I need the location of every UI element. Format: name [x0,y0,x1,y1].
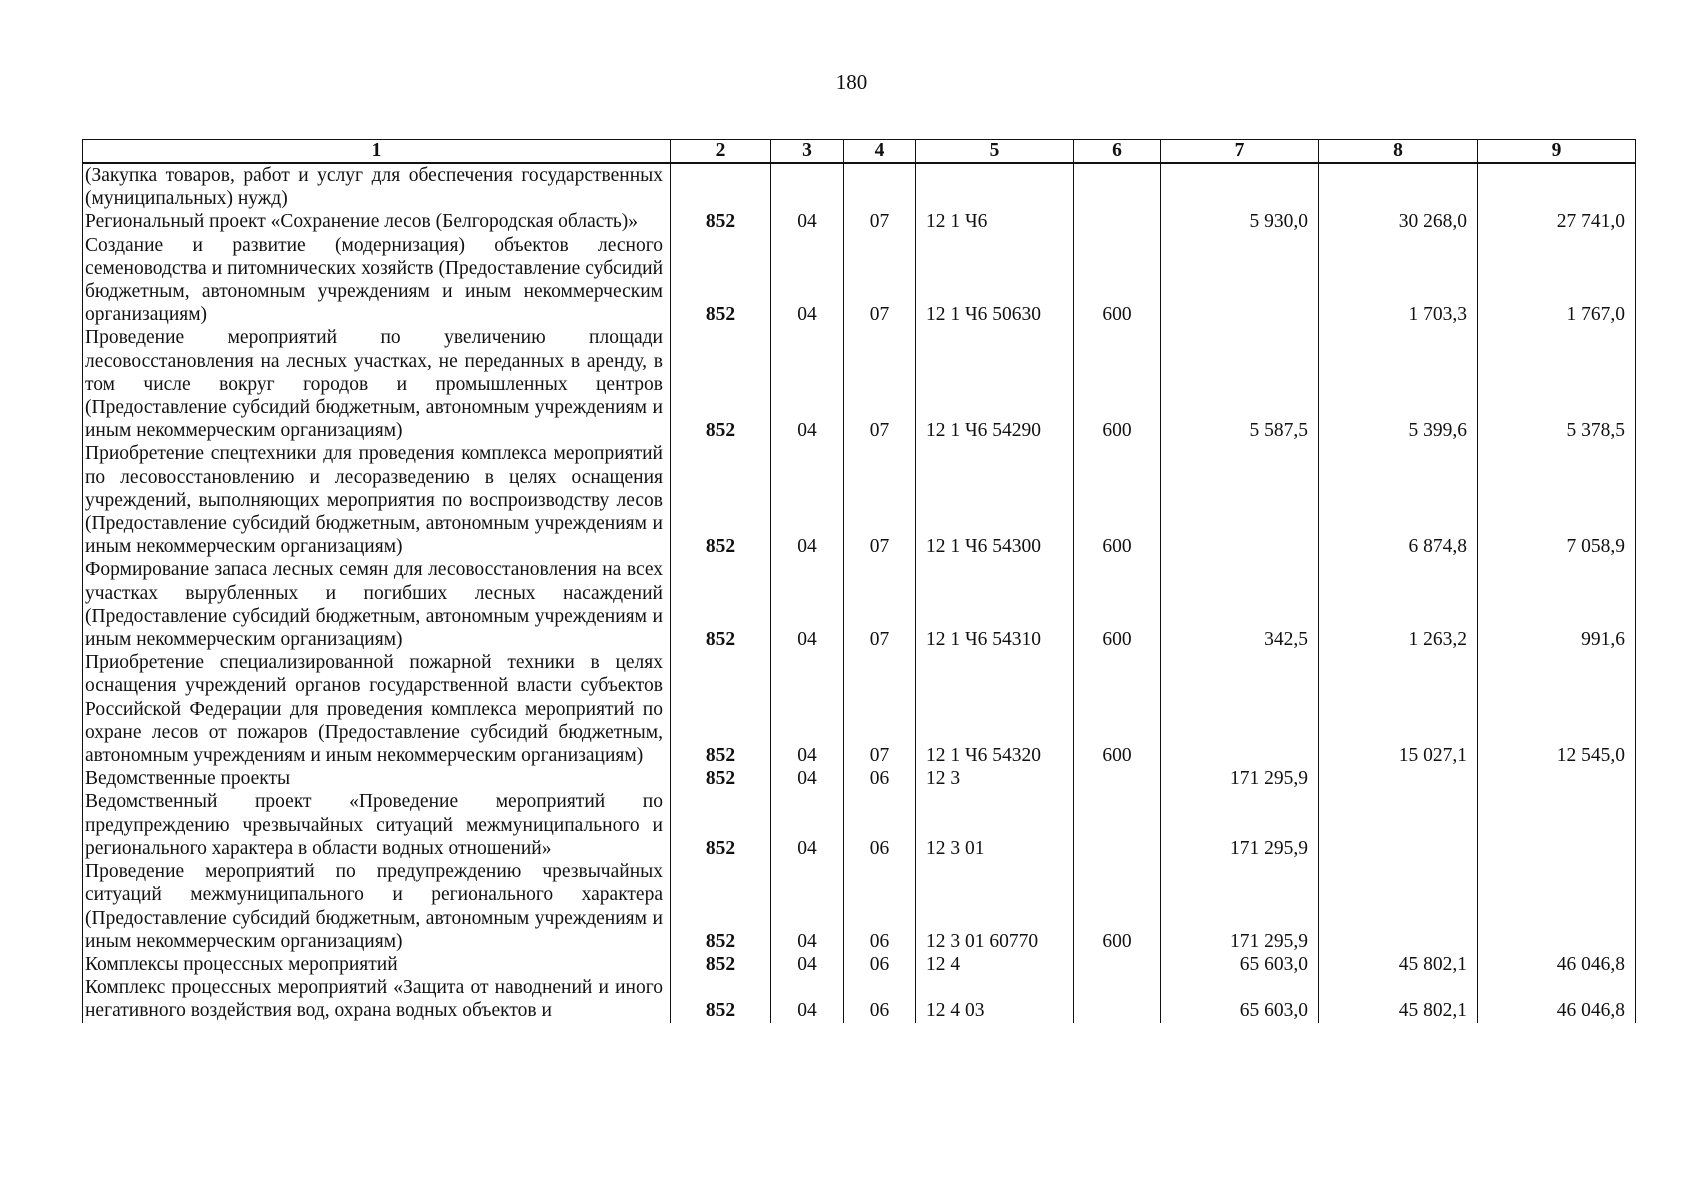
column-header-9: 9 [1478,140,1636,164]
amount-col9-cell [1478,860,1636,953]
amount-col8-cell: 45 802,1 [1319,953,1478,976]
amount-col9-cell [1478,163,1636,210]
subsection-code-cell: 07 [844,210,916,233]
subsection-code-cell: 07 [844,651,916,767]
ved-code-cell: 852 [671,790,771,860]
target-article-cell [916,163,1074,210]
budget-table [82,139,1636,1023]
table-row [83,234,1636,327]
target-article-cell: 12 1 Ч6 50630 [916,234,1074,327]
row-name-cell: Формирование запаса лесных семян для лесовосстановления на всех участках вырубленных и погибших лесных насаждений (Предоставление субсидий бюджетным, автономным учреждениям и иным некоммерческим организациям) [83,558,671,651]
amount-col8-cell: 6 874,8 [1319,442,1478,558]
section-code-cell: 04 [771,953,844,976]
table-row [83,790,1636,860]
column-header-4: 4 [844,140,916,164]
row-name-cell: (Закупка товаров, работ и услуг для обеспечения государственных (муниципальных) нужд) [83,163,671,210]
amount-col9-cell: 991,6 [1478,558,1636,651]
row-name-cell: Приобретение специализированной пожарной техники в целях оснащения учреждений органов государственной власти субъектов Российской Федерации для проведения комплекса мероприятий по охране лесов от пожаров (Предоставление субсидий бюджетным, автономным учреждениям и иным некоммерческим организациям) [83,651,671,767]
table-row [83,442,1636,558]
target-article-cell: 12 1 Ч6 54300 [916,442,1074,558]
section-code-cell: 04 [771,651,844,767]
amount-col8-cell: 1 703,3 [1319,234,1478,327]
expense-type-cell [1074,953,1161,976]
amount-col9-cell: 1 767,0 [1478,234,1636,327]
ved-code-cell: 852 [671,326,771,442]
target-article-cell: 12 1 Ч6 [916,210,1074,233]
target-article-cell: 12 1 Ч6 54320 [916,651,1074,767]
amount-col8-cell: 1 263,2 [1319,558,1478,651]
ved-code-cell: 852 [671,953,771,976]
amount-col9-cell: 46 046,8 [1478,976,1636,1022]
column-header-3: 3 [771,140,844,164]
section-code-cell: 04 [771,210,844,233]
ved-code-cell [671,163,771,210]
row-name-cell: Проведение мероприятий по предупреждению чрезвычайных ситуаций межмуниципального и регионального характера (Предоставление субсидий бюджетным, автономным учреждениям и иным некоммерческим организациям) [83,860,671,953]
section-code-cell: 04 [771,767,844,790]
table-row [83,860,1636,953]
section-code-cell: 04 [771,790,844,860]
section-code-cell: 04 [771,860,844,953]
ved-code-cell: 852 [671,558,771,651]
amount-col9-cell: 46 046,8 [1478,953,1636,976]
section-code-cell: 04 [771,326,844,442]
amount-col9-cell: 27 741,0 [1478,210,1636,233]
amount-col9-cell [1478,767,1636,790]
ved-code-cell: 852 [671,976,771,1022]
expense-type-cell: 600 [1074,234,1161,327]
ved-code-cell: 852 [671,234,771,327]
amount-col8-cell [1319,790,1478,860]
table-row [83,976,1636,1022]
column-header-5: 5 [916,140,1074,164]
expense-type-cell: 600 [1074,558,1161,651]
target-article-cell: 12 1 Ч6 54290 [916,326,1074,442]
row-name-cell: Приобретение спецтехники для проведения комплекса мероприятий по лесовосстановлению и лесоразведению в целях оснащения учреждений, выполняющих мероприятия по воспроизводству лесов (Предоставление субсидий бюджетным, автономным учреждениям и иным некоммерческим организациям) [83,442,671,558]
expense-type-cell: 600 [1074,860,1161,953]
table-row [83,953,1636,976]
subsection-code-cell: 07 [844,234,916,327]
ved-code-cell: 852 [671,210,771,233]
amount-col9-cell [1478,790,1636,860]
amount-col8-cell: 15 027,1 [1319,651,1478,767]
section-code-cell [771,163,844,210]
amount-col7-cell: 65 603,0 [1161,976,1319,1022]
expense-type-cell [1074,976,1161,1022]
subsection-code-cell: 06 [844,953,916,976]
amount-col9-cell: 12 545,0 [1478,651,1636,767]
row-name-cell: Комплексы процессных мероприятий [83,953,671,976]
section-code-cell: 04 [771,442,844,558]
header-row [83,140,1636,164]
expense-type-cell [1074,210,1161,233]
expense-type-cell: 600 [1074,651,1161,767]
table-row [83,558,1636,651]
subsection-code-cell: 07 [844,326,916,442]
subsection-code-cell: 07 [844,442,916,558]
expense-type-cell: 600 [1074,442,1161,558]
amount-col8-cell [1319,767,1478,790]
table-row [83,326,1636,442]
column-header-7: 7 [1161,140,1319,164]
amount-col7-cell: 171 295,9 [1161,860,1319,953]
row-name-cell: Региональный проект «Сохранение лесов (Белгородская область)» [83,210,671,233]
table-row [83,163,1636,210]
row-name-cell: Ведомственные проекты [83,767,671,790]
amount-col7-cell: 5 587,5 [1161,326,1319,442]
row-name-cell: Проведение мероприятий по увеличению площади лесовосстановления на лесных участках, не переданных в аренду, в том числе вокруг городов и промышленных центров (Предоставление субсидий бюджетным, автономным учреждениям и иным некоммерческим организациям) [83,326,671,442]
table-row [83,210,1636,233]
column-header-6: 6 [1074,140,1161,164]
amount-col7-cell: 171 295,9 [1161,767,1319,790]
page-number: 180 [835,70,868,94]
column-header-8: 8 [1319,140,1478,164]
subsection-code-cell: 06 [844,790,916,860]
amount-col7-cell [1161,651,1319,767]
amount-col7-cell [1161,234,1319,327]
ved-code-cell: 852 [671,860,771,953]
target-article-cell: 12 3 [916,767,1074,790]
amount-col7-cell: 171 295,9 [1161,790,1319,860]
row-name-cell: Создание и развитие (модернизация) объектов лесного семеноводства и питомнических хозяйств (Предоставление субсидий бюджетным, автономным учреждениям и иным некоммерческим организациям) [83,234,671,327]
amount-col7-cell [1161,442,1319,558]
amount-col8-cell [1319,163,1478,210]
table-body [83,163,1636,1023]
section-code-cell: 04 [771,976,844,1022]
expense-type-cell: 600 [1074,326,1161,442]
amount-col7-cell: 65 603,0 [1161,953,1319,976]
ved-code-cell: 852 [671,442,771,558]
amount-col9-cell: 7 058,9 [1478,442,1636,558]
amount-col8-cell [1319,860,1478,953]
section-code-cell: 04 [771,558,844,651]
amount-col8-cell: 45 802,1 [1319,976,1478,1022]
subsection-code-cell: 06 [844,767,916,790]
amount-col7-cell: 5 930,0 [1161,210,1319,233]
row-name-cell: Ведомственный проект «Проведение мероприятий по предупреждению чрезвычайных ситуаций межмуниципального и регионального характера в области водных отношений» [83,790,671,860]
amount-col8-cell: 5 399,6 [1319,326,1478,442]
subsection-code-cell [844,163,916,210]
table-row [83,767,1636,790]
target-article-cell: 12 4 03 [916,976,1074,1022]
table-row [83,651,1636,767]
target-article-cell: 12 1 Ч6 54310 [916,558,1074,651]
target-article-cell: 12 3 01 [916,790,1074,860]
target-article-cell: 12 4 [916,953,1074,976]
ved-code-cell: 852 [671,651,771,767]
section-code-cell: 04 [771,234,844,327]
column-header-2: 2 [671,140,771,164]
subsection-code-cell: 06 [844,860,916,953]
expense-type-cell [1074,767,1161,790]
expense-type-cell [1074,163,1161,210]
target-article-cell: 12 3 01 60770 [916,860,1074,953]
amount-col9-cell: 5 378,5 [1478,326,1636,442]
column-header-1: 1 [83,140,671,164]
amount-col7-cell [1161,163,1319,210]
subsection-code-cell: 06 [844,976,916,1022]
expense-type-cell [1074,790,1161,860]
amount-col8-cell: 30 268,0 [1319,210,1478,233]
subsection-code-cell: 07 [844,558,916,651]
ved-code-cell: 852 [671,767,771,790]
amount-col7-cell: 342,5 [1161,558,1319,651]
row-name-cell: Комплекс процессных мероприятий «Защита от наводнений и иного негативного воздействия вод, охрана водных объектов и [83,976,671,1022]
